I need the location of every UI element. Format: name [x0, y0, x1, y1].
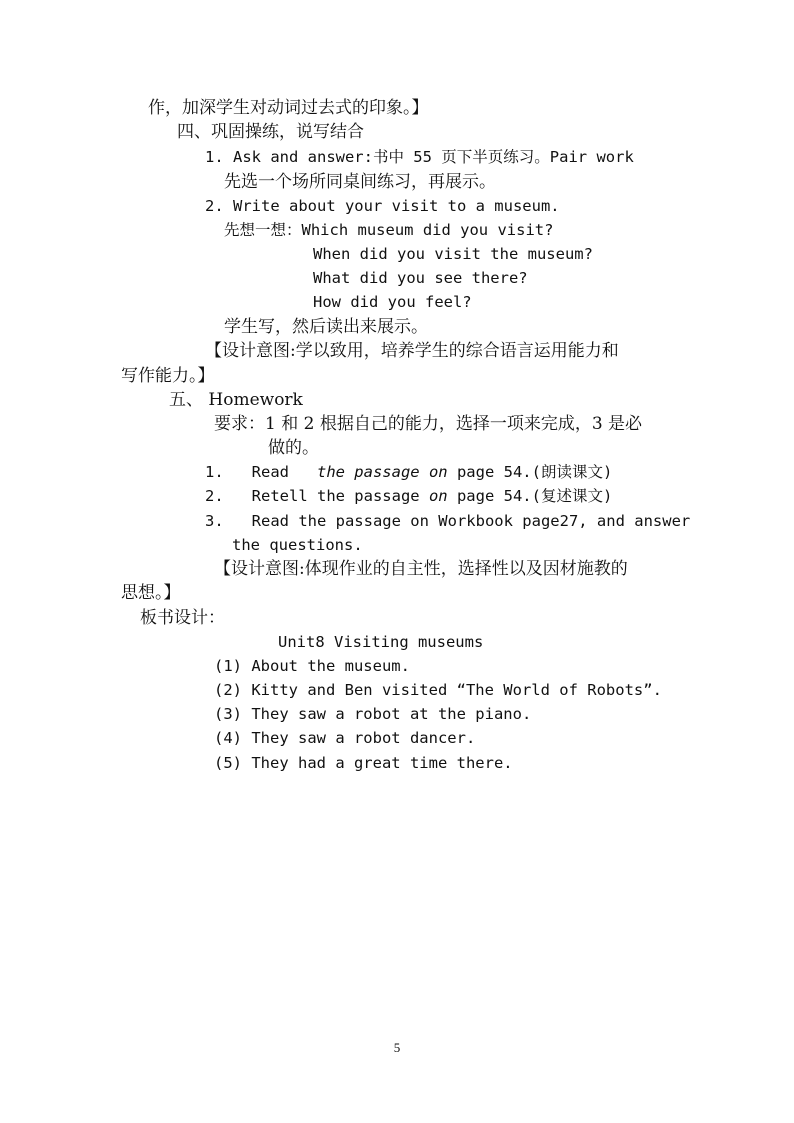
text-line: 先想一想：Which museum did you visit?: [224, 221, 554, 239]
design-intent-note: 【设计意图:学以致用，培养学生的综合语言运用能力和: [205, 341, 619, 361]
blackboard-item: (4) They saw a robot dancer.: [214, 729, 476, 747]
blackboard-title: Unit8 Visiting museums: [278, 633, 484, 651]
blackboard-item: (3) They saw a robot at the piano.: [214, 705, 532, 723]
blackboard-item: (5) They had a great time there.: [214, 754, 513, 772]
text-line: 作，加深学生对动词过去式的印象。】: [148, 98, 429, 118]
text-line: When did you visit the museum?: [313, 245, 593, 263]
text-line: 写作能力。】: [121, 366, 215, 386]
text-segment-italic: on: [428, 487, 448, 505]
section-heading-5: 五、 Homework: [169, 390, 303, 410]
text-line: How did you feel?: [313, 293, 472, 311]
text-line: 1. Ask and answer:书中 55 页下半页练习。Pair work: [205, 148, 634, 166]
text-line: 思想。】: [121, 583, 181, 603]
design-intent-note: 【设计意图:体现作业的自主性，选择性以及因材施教的: [214, 559, 628, 579]
homework-item-3: 3. Read the passage on Workbook page27, and answer: [205, 512, 691, 530]
blackboard-item: (2) Kitty and Ben visited “The World of Robots”.: [214, 681, 662, 699]
blackboard-item: (1) About the museum.: [214, 657, 410, 675]
text-line: 做的。: [268, 438, 319, 458]
text-segment: page 54.(复述课文): [447, 487, 613, 505]
text-line: What did you see there?: [313, 269, 528, 287]
text-segment: page 54.(朗读课文): [447, 463, 613, 481]
text-line: 先选一个场所同桌间练习，再展示。: [224, 172, 496, 192]
text-line: the questions.: [232, 536, 363, 554]
homework-item-1: [205, 461, 612, 483]
text-segment-italic: the passage on: [316, 463, 448, 481]
text-line: 学生写，然后读出来展示。: [224, 317, 428, 337]
blackboard-design-label: 板书设计：: [140, 608, 225, 628]
page-number: 5: [393, 1040, 401, 1055]
text-line: 要求：1 和 2 根据自己的能力，选择一项来完成，3 是必: [214, 414, 643, 434]
text-segment: 2. Retell the passage: [205, 487, 429, 505]
text-line: 2. Write about your visit to a museum.: [205, 197, 560, 215]
homework-item-2: [205, 485, 612, 507]
section-heading-4: 四、巩固操练，说写结合: [177, 122, 364, 142]
text-segment: 1. Read: [205, 463, 317, 481]
